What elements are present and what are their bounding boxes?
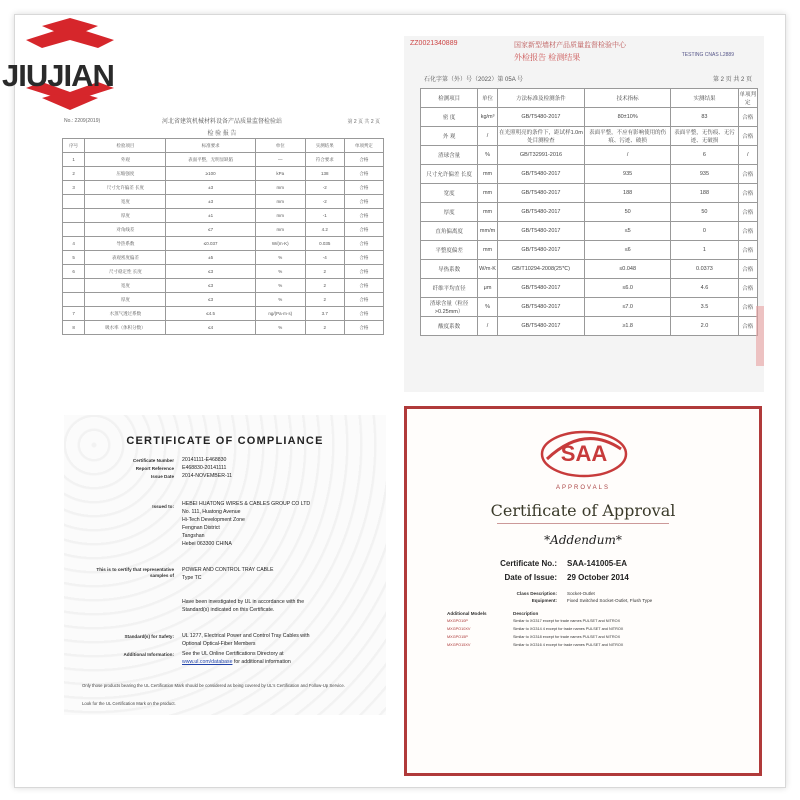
issued-to-line-1: HEBEI HUATONG WIRES & CABLES GROUP CO LTD — [182, 501, 311, 507]
table-cell: 3 — [63, 181, 85, 195]
table-row — [421, 203, 758, 222]
cert-number-value: 20141111-E468830 — [182, 457, 227, 463]
r1-column-header: 单位 — [255, 139, 305, 153]
table-cell: 0.0373 — [671, 260, 738, 279]
table-cell: ±1 — [166, 209, 255, 223]
table-cell: ≤3 — [166, 293, 255, 307]
table-row — [421, 317, 758, 336]
table-cell: 2 — [305, 279, 344, 293]
table-cell: GB/T5480-2017 — [497, 298, 584, 317]
table-cell: / — [738, 146, 758, 165]
table-row — [421, 222, 758, 241]
table-cell: mm/m — [478, 222, 498, 241]
table-cell: 合格 — [344, 293, 383, 307]
table-cell — [63, 195, 85, 209]
table-cell: 合格 — [738, 317, 758, 336]
additional-info-line-1: See the UL Online Certifications Directory at — [182, 651, 284, 657]
table-row — [421, 108, 758, 127]
table-cell: ≤7.0 — [584, 298, 670, 317]
table-cell: 935 — [671, 165, 738, 184]
table-cell: W/(m·K) — [255, 237, 305, 251]
table-row — [63, 279, 384, 293]
model-description: Similar to XG314 4 except for trade names PULSET and NITROX — [513, 627, 624, 631]
table-row — [63, 237, 384, 251]
table-cell: mm — [255, 181, 305, 195]
date-of-issue-value: 29 October 2014 — [567, 573, 629, 582]
report-reference-label: Report Reference — [135, 466, 174, 471]
table-cell: ≥100 — [166, 167, 255, 181]
cert-footer-note: Only those products bearing the UL Certification Mark should be considered as being covered by UL's Certification and Follow-Up Service. — [82, 683, 345, 688]
test-results-table — [420, 88, 758, 336]
table-cell: 厚度 — [85, 293, 166, 307]
table-cell: 2.0 — [671, 317, 738, 336]
table-cell: 纤维平均直径 — [421, 279, 478, 298]
approvals-text: APPROVALS — [556, 485, 610, 491]
report-reference-value: E468830-20141111 — [182, 465, 227, 471]
table-cell: ≥1.8 — [584, 317, 670, 336]
class-description-value: Socket-Outlet — [567, 591, 595, 596]
table-cell: 188 — [584, 184, 670, 203]
table-cell: GB/T5480-2017 — [497, 165, 584, 184]
report-code: No.: 2209(2019) — [64, 118, 101, 124]
standards-line-1: UL 1277, Electrical Power and Control Tray Cables with — [182, 633, 310, 639]
table-cell: GB/T10294-2008(25℃) — [497, 260, 584, 279]
r1-column-header: 检验项目 — [85, 139, 166, 153]
r2-column-header: 方法标准及检测条件 — [497, 89, 584, 108]
table-cell: 导热系数 — [85, 237, 166, 251]
table-cell: — — [255, 153, 305, 167]
r2-column-header: 检测项目 — [421, 89, 478, 108]
table-cell: 合格 — [344, 167, 383, 181]
saa-certificate-panel — [404, 406, 762, 776]
table-cell: kg/m³ — [478, 108, 498, 127]
table-cell: 平整度偏差 — [421, 241, 478, 260]
model-number: MXGPO10P — [447, 619, 468, 623]
table-cell: ≤6 — [584, 241, 670, 260]
inspection-report-panel — [56, 112, 388, 397]
table-cell: GB/T5480-2017 — [497, 279, 584, 298]
table-row — [421, 279, 758, 298]
table-cell: 渣球含量（粒径>0.25mm） — [421, 298, 478, 317]
issued-to-line-5: Tangshan — [182, 533, 205, 539]
table-cell: ≤4 — [166, 321, 255, 335]
product-name: POWER AND CONTROL TRAY CABLE — [182, 567, 274, 573]
cnas-mark: TESTING CNAS L2889 — [681, 52, 734, 58]
date-of-issue-label: Date of Issue: — [504, 573, 557, 582]
table-cell — [63, 209, 85, 223]
model-description: Similar to XG318 except for trade names PULSET and NITROX — [513, 635, 621, 639]
table-cell: 8 — [63, 321, 85, 335]
table-cell: 合格 — [344, 279, 383, 293]
table-cell: % — [478, 298, 498, 317]
table-cell: μm — [478, 279, 498, 298]
approval-title: Certificate of Approval — [490, 501, 676, 520]
table-cell: ≤4.5 — [166, 307, 255, 321]
table-cell: mm — [478, 165, 498, 184]
table-cell: mm — [478, 241, 498, 260]
table-cell: 外观 — [85, 153, 166, 167]
saa-logo-text: SAA — [560, 441, 608, 466]
r1-column-header: 标准要求 — [166, 139, 255, 153]
table-cell: 密 度 — [421, 108, 478, 127]
table-row — [421, 165, 758, 184]
table-cell: 尺寸允许偏差 长度 — [421, 165, 478, 184]
table-cell: 合格 — [738, 222, 758, 241]
r1-column-header: 单项判定 — [344, 139, 383, 153]
table-row — [421, 260, 758, 279]
table-cell: kPa — [255, 167, 305, 181]
report-seal: ZZ0021340889 — [410, 40, 458, 47]
table-cell: 2 — [305, 321, 344, 335]
issued-to-line-2: No. 111, Huatong Avenue — [182, 509, 241, 515]
additional-info-label: Additional Information: — [123, 652, 174, 657]
table-cell: mm — [478, 184, 498, 203]
table-cell: 对角线差 — [85, 223, 166, 237]
title-divider — [497, 523, 669, 524]
table-row — [63, 307, 384, 321]
logo-text: JIUJIAN — [2, 58, 114, 93]
model-number: MXGPO10XV — [447, 627, 471, 631]
table-cell: 合格 — [738, 241, 758, 260]
table-cell: ±3 — [166, 195, 255, 209]
table-cell: 外 观 — [421, 127, 478, 146]
table-cell: 合格 — [344, 237, 383, 251]
standards-label: Standard(s) for Safety: — [124, 634, 174, 639]
table-cell: 合格 — [738, 127, 758, 146]
table-cell: 5 — [63, 251, 85, 265]
jiujian-logo — [0, 18, 140, 118]
table-cell: mm — [478, 203, 498, 222]
table-row — [421, 127, 758, 146]
table-cell: 合格 — [344, 251, 383, 265]
table-cell: 3.5 — [671, 298, 738, 317]
table-cell: 厚度 — [85, 209, 166, 223]
table-row — [63, 293, 384, 307]
table-cell: 合格 — [738, 184, 758, 203]
issued-to-line-3: Hi-Tech Development Zone — [182, 517, 245, 523]
table-row — [63, 167, 384, 181]
table-cell: ng/(Pa·m·s) — [255, 307, 305, 321]
issued-to-label: Issued to: — [152, 504, 174, 509]
table-row — [63, 251, 384, 265]
table-cell: 合格 — [738, 298, 758, 317]
investigated-line-2: Standard(s) indicated on this Certificate. — [182, 607, 275, 613]
table-cell: ≤3 — [166, 265, 255, 279]
table-cell: 6 — [63, 265, 85, 279]
table-cell: mm — [255, 195, 305, 209]
table-cell: 1 — [63, 153, 85, 167]
model-number: MXGPO15P — [447, 635, 468, 639]
table-cell: 酸度系数 — [421, 317, 478, 336]
report-subheader: 检 验 报 告 — [207, 131, 237, 137]
issued-to-line-4: Fengnan District — [182, 525, 220, 531]
table-cell: ≤7 — [166, 223, 255, 237]
table-cell: 2 — [63, 167, 85, 181]
table-cell: 合格 — [738, 260, 758, 279]
table-cell: 合格 — [344, 307, 383, 321]
table-cell: GB/T32991-2016 — [497, 146, 584, 165]
table-cell: 宽度 — [421, 184, 478, 203]
table-cell: 188 — [671, 184, 738, 203]
table-cell: mm — [255, 223, 305, 237]
table-cell: 尺寸稳定性 长度 — [85, 265, 166, 279]
table-cell: GB/T5480-2017 — [497, 222, 584, 241]
test-center-title: 国家新型墙材产品质量监督检验中心 — [514, 42, 626, 49]
ul-certificate-panel — [64, 415, 386, 715]
class-description-label: Class Description: — [516, 591, 557, 596]
table-cell: -2 — [305, 181, 344, 195]
table-cell: 6 — [671, 146, 738, 165]
table-cell: ±3 — [166, 181, 255, 195]
table-row — [421, 241, 758, 260]
models-header: Additional Models — [447, 611, 487, 616]
table-cell: GB/T5480-2017 — [497, 203, 584, 222]
equipment-value: Fixed Switched Socket-Outlet, Flush Type — [567, 598, 653, 603]
r2-column-header: 单项判定 — [738, 89, 758, 108]
r1-column-header: 实测结果 — [305, 139, 344, 153]
table-cell: 合格 — [738, 203, 758, 222]
table-cell: 合格 — [344, 223, 383, 237]
table-cell: 直角偏离度 — [421, 222, 478, 241]
table-cell: % — [255, 293, 305, 307]
report-number: 石化字第（外）号（2022）第 05A 号 — [424, 77, 524, 83]
table-cell: 合格 — [738, 279, 758, 298]
table-cell — [63, 223, 85, 237]
table-cell: 压缩强度 — [85, 167, 166, 181]
table-cell: 宽度 — [85, 279, 166, 293]
description-header: Description — [513, 611, 539, 616]
table-row — [63, 195, 384, 209]
cert-footer-look: Look for the UL Certification Mark on the product. — [82, 701, 176, 706]
table-cell: -4 — [305, 251, 344, 265]
table-cell: 50 — [584, 203, 670, 222]
table-cell: 渣球含量 — [421, 146, 478, 165]
table-cell: 合格 — [344, 195, 383, 209]
table-cell: 0 — [671, 222, 738, 241]
table-row — [421, 298, 758, 317]
cert-no-label: Certificate No.: — [500, 559, 557, 568]
table-cell: ≤3 — [166, 279, 255, 293]
table-cell: GB/T5480-2017 — [497, 108, 584, 127]
table-cell: -2 — [305, 195, 344, 209]
table-cell: ≤0.048 — [584, 260, 670, 279]
table-cell: ±5 — [166, 251, 255, 265]
table-cell: 合格 — [344, 321, 383, 335]
table-row — [63, 209, 384, 223]
table-cell: W/m·K — [478, 260, 498, 279]
table-cell: 合格 — [738, 108, 758, 127]
table-cell: mm — [255, 209, 305, 223]
ul-cert-title: CERTIFICATE OF COMPLIANCE — [126, 435, 324, 447]
table-cell: 138 — [305, 167, 344, 181]
table-cell: 合格 — [344, 153, 383, 167]
table-cell: GB/T5480-2017 — [497, 317, 584, 336]
table-row — [63, 153, 384, 167]
r2-column-header: 技术指标 — [584, 89, 670, 108]
table-cell: ≤5 — [584, 222, 670, 241]
test-results-panel — [404, 36, 764, 392]
table-cell: % — [255, 265, 305, 279]
product-type: Type TC — [182, 575, 202, 581]
table-cell: % — [478, 146, 498, 165]
table-cell: % — [255, 251, 305, 265]
table-cell: 4.6 — [671, 279, 738, 298]
report-header: 河北省建筑机械材料设备产品质量监督检验站 — [161, 119, 282, 125]
table-cell: GB/T5480-2017 — [497, 241, 584, 260]
table-cell: 2 — [305, 265, 344, 279]
table-cell: 在光照明亮的条件下，距试样1.0m处目测检查 — [497, 127, 584, 146]
model-description: Similar to XG316 4 except for trade names PULSET and NITROX — [513, 643, 624, 647]
table-cell: ≤6.0 — [584, 279, 670, 298]
issue-date-label: Issue Date — [151, 474, 174, 479]
table-cell: 表观密度偏差 — [85, 251, 166, 265]
table-cell: 4 — [63, 237, 85, 251]
model-number: MXGPO15XV — [447, 643, 471, 647]
table-cell: 1 — [671, 241, 738, 260]
table-cell: 表面平整，无伤痕、无污迹、无破损 — [671, 127, 738, 146]
certify-label: This is to certify that representative samples of — [96, 567, 174, 578]
table-row — [63, 321, 384, 335]
table-cell: 导热系数 — [421, 260, 478, 279]
table-cell: 合格 — [344, 209, 383, 223]
table-cell: % — [255, 321, 305, 335]
seal-mark — [756, 306, 764, 366]
cert-no-value: SAA-141005-EA — [567, 559, 628, 568]
table-cell: 50 — [671, 203, 738, 222]
table-cell: / — [478, 317, 498, 336]
table-cell: -1 — [305, 209, 344, 223]
model-description: Similar to XG317 except for trade names PULSET and NITROX — [513, 619, 621, 623]
table-cell: 宽度 — [85, 195, 166, 209]
table-row — [63, 223, 384, 237]
saa-logo-icon — [539, 429, 629, 479]
addendum-title: *Addendum* — [544, 533, 622, 547]
table-row — [63, 181, 384, 195]
table-cell: 935 — [584, 165, 670, 184]
test-results-title: 外检报告 检测结果 — [514, 53, 581, 62]
table-cell: 4.2 — [305, 223, 344, 237]
table-cell: 吸水率（体积分数） — [85, 321, 166, 335]
table-cell: 7 — [63, 307, 85, 321]
additional-info-line-2: www.ul.com/database for additional information — [182, 659, 291, 665]
ul-database-link[interactable]: www.ul.com/database — [182, 659, 233, 665]
standards-line-2: Optional Optical-Fiber Members — [182, 641, 256, 647]
table-cell: / — [478, 127, 498, 146]
issued-to-line-6: Hebei 063300 CHINA — [182, 541, 232, 547]
cert-number-label: Certificate Number — [132, 458, 174, 463]
r2-column-header: 单位 — [478, 89, 498, 108]
table-cell: 2 — [305, 293, 344, 307]
table-row — [63, 265, 384, 279]
table-cell: 合格 — [344, 181, 383, 195]
report-page-number: 第 2 页 共 2 页 — [712, 77, 752, 83]
table-cell: ≤0.037 — [166, 237, 255, 251]
inspection-table — [62, 138, 384, 335]
investigated-line-1: Have been investigated by UL in accordance with the — [182, 599, 305, 605]
table-row — [421, 184, 758, 203]
table-cell: 厚度 — [421, 203, 478, 222]
table-cell: 表面平整，不应有影响使用的伤痕、污迹、破损 — [584, 127, 670, 146]
table-cell: GB/T5480-2017 — [497, 184, 584, 203]
table-cell: 尺寸允许偏差 长度 — [85, 181, 166, 195]
table-cell: 80±10% — [584, 108, 670, 127]
equipment-label: Equipment: — [531, 598, 557, 603]
table-cell: 3.7 — [305, 307, 344, 321]
table-cell: 表面平整，无明显缺陷 — [166, 153, 255, 167]
table-cell: 合格 — [344, 265, 383, 279]
table-cell: 0.035 — [305, 237, 344, 251]
table-cell: 83 — [671, 108, 738, 127]
issue-date-value: 2014-NOVEMBER-11 — [182, 473, 233, 479]
table-row — [421, 146, 758, 165]
table-cell: % — [255, 279, 305, 293]
table-cell — [63, 293, 85, 307]
r1-column-header: 序号 — [63, 139, 85, 153]
table-cell — [63, 279, 85, 293]
table-cell: / — [584, 146, 670, 165]
r2-column-header: 实测结果 — [671, 89, 738, 108]
table-cell: 符合要求 — [305, 153, 344, 167]
report-page: 第 2 页 共 2 页 — [347, 119, 380, 125]
table-cell: 合格 — [738, 165, 758, 184]
table-cell: 水蒸气透过系数 — [85, 307, 166, 321]
